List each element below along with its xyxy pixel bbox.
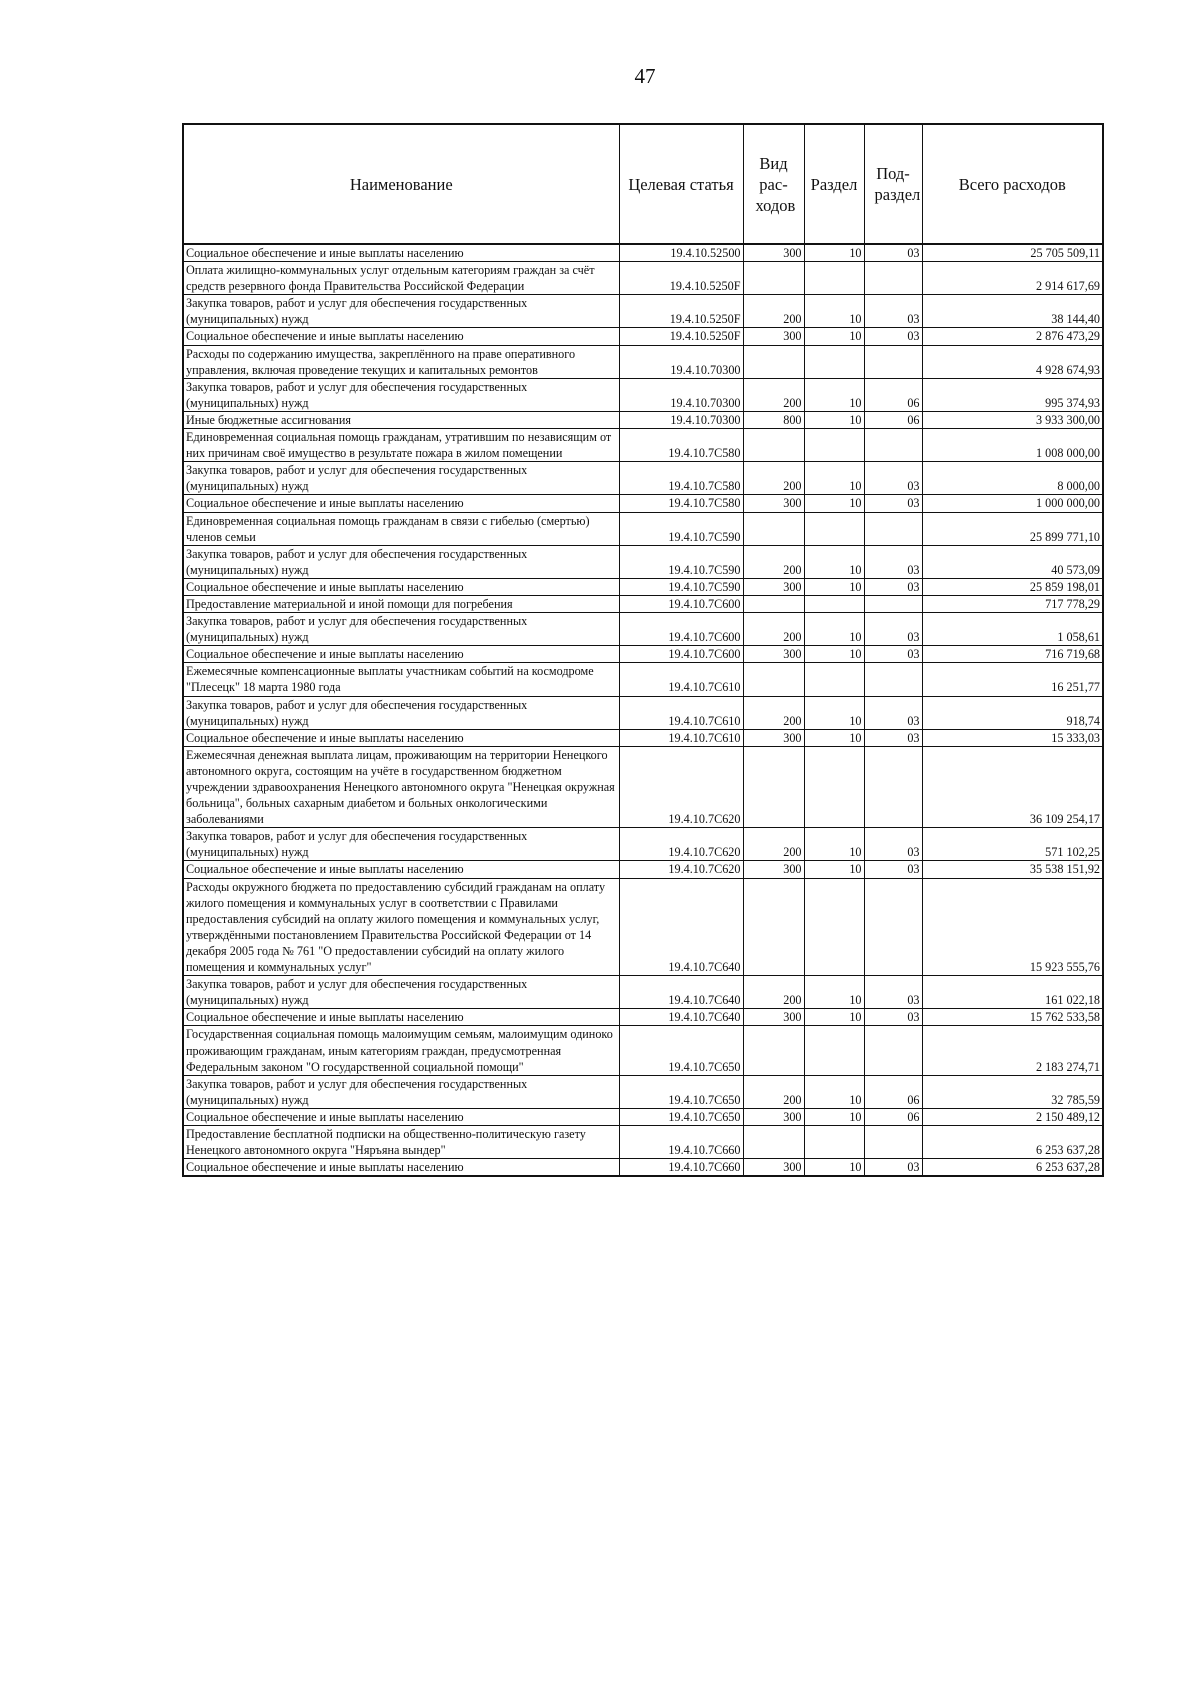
table-row [183,1075,1103,1108]
cell-kind: 200 [743,1075,804,1108]
cell-subsection [864,345,922,378]
cell-name: Ежемесячные компенсационные выплаты участникам событий на космодроме "Плесецк" 18 марта 1980 года [183,663,619,696]
cell-section [804,878,864,976]
cell-target: 19.4.10.7С620 [619,828,743,861]
table-row [183,295,1103,328]
header-subsection: Под- раздел [864,124,922,244]
cell-subsection: 06 [864,411,922,428]
cell-kind: 300 [743,1108,804,1125]
cell-name: Единовременная социальная помощь гражданам, утратившим по независящим от них причинам своё имущество в результате пожара в жилом помещении [183,429,619,462]
cell-section [804,512,864,545]
table-row [183,729,1103,746]
cell-target: 19.4.10.7С580 [619,462,743,495]
cell-section: 10 [804,545,864,578]
cell-name: Социальное обеспечение и иные выплаты населению [183,244,619,262]
header-target: Целевая статья [619,124,743,244]
cell-subsection: 03 [864,976,922,1009]
cell-section: 10 [804,1009,864,1026]
cell-section: 10 [804,378,864,411]
cell-subsection: 03 [864,828,922,861]
cell-section [804,1026,864,1075]
cell-kind: 200 [743,545,804,578]
cell-subsection: 03 [864,578,922,595]
cell-subsection [864,595,922,612]
cell-section: 10 [804,828,864,861]
cell-kind: 200 [743,976,804,1009]
cell-target: 19.4.10.7С610 [619,663,743,696]
cell-subsection: 03 [864,328,922,345]
cell-total: 36 109 254,17 [922,746,1103,827]
cell-subsection [864,429,922,462]
cell-target: 19.4.10.7С660 [619,1159,743,1177]
cell-name: Закупка товаров, работ и услуг для обеспечения государственных (муниципальных) нужд [183,545,619,578]
cell-section [804,1125,864,1158]
cell-total: 15 333,03 [922,729,1103,746]
table-row [183,613,1103,646]
cell-name: Закупка товаров, работ и услуг для обеспечения государственных (муниципальных) нужд [183,976,619,1009]
cell-section: 10 [804,613,864,646]
cell-section [804,595,864,612]
table-row [183,328,1103,345]
cell-section: 10 [804,328,864,345]
cell-kind: 200 [743,696,804,729]
table-row [183,244,1103,262]
cell-name: Социальное обеспечение и иные выплаты населению [183,1159,619,1177]
cell-total: 6 253 637,28 [922,1159,1103,1177]
table-row [183,411,1103,428]
cell-subsection [864,878,922,976]
cell-subsection [864,262,922,295]
cell-target: 19.4.10.7С600 [619,646,743,663]
cell-total: 15 923 555,76 [922,878,1103,976]
cell-target: 19.4.10.5250F [619,295,743,328]
table-row [183,976,1103,1009]
cell-subsection: 06 [864,378,922,411]
cell-subsection: 03 [864,1009,922,1026]
cell-section: 10 [804,495,864,512]
cell-target: 19.4.10.7С610 [619,729,743,746]
table-row [183,878,1103,976]
page-number: 47 [634,64,656,88]
cell-target: 19.4.10.70300 [619,345,743,378]
cell-kind [743,1125,804,1158]
table-header-row [183,124,1103,244]
cell-kind: 200 [743,462,804,495]
cell-target: 19.4.10.7С650 [619,1075,743,1108]
cell-subsection: 03 [864,244,922,262]
cell-total: 2 914 617,69 [922,262,1103,295]
cell-subsection: 03 [864,462,922,495]
budget-table [182,123,1104,1177]
table-row [183,378,1103,411]
cell-total: 918,74 [922,696,1103,729]
cell-subsection: 03 [864,1159,922,1177]
cell-name: Социальное обеспечение и иные выплаты населению [183,1009,619,1026]
cell-name: Закупка товаров, работ и услуг для обеспечения государственных (муниципальных) нужд [183,696,619,729]
cell-target: 19.4.10.5250F [619,262,743,295]
cell-section: 10 [804,462,864,495]
cell-kind [743,429,804,462]
cell-name: Предоставление бесплатной подписки на общественно-политическую газету Ненецкого автономного округа "Няръяна вындер" [183,1125,619,1158]
cell-total: 40 573,09 [922,545,1103,578]
cell-name: Социальное обеспечение и иные выплаты населению [183,646,619,663]
cell-subsection: 03 [864,696,922,729]
cell-section [804,345,864,378]
table-row [183,663,1103,696]
cell-kind: 300 [743,1009,804,1026]
cell-target: 19.4.10.7С620 [619,746,743,827]
cell-kind: 300 [743,328,804,345]
table-row [183,861,1103,878]
cell-target: 19.4.10.7С590 [619,512,743,545]
cell-target: 19.4.10.7С640 [619,1009,743,1026]
cell-name: Закупка товаров, работ и услуг для обеспечения государственных (муниципальных) нужд [183,828,619,861]
cell-name: Закупка товаров, работ и услуг для обеспечения государственных (муниципальных) нужд [183,462,619,495]
cell-target: 19.4.10.7С620 [619,861,743,878]
cell-subsection: 03 [864,613,922,646]
cell-name: Социальное обеспечение и иные выплаты населению [183,729,619,746]
cell-total: 716 719,68 [922,646,1103,663]
cell-kind: 300 [743,1159,804,1177]
cell-target: 19.4.10.7С640 [619,976,743,1009]
cell-kind [743,663,804,696]
cell-total: 6 253 637,28 [922,1125,1103,1158]
cell-name: Расходы по содержанию имущества, закреплённого на праве оперативного управления, включая проведение текущих и капитальных ремонтов [183,345,619,378]
cell-target: 19.4.10.7С590 [619,578,743,595]
cell-kind [743,262,804,295]
cell-subsection: 03 [864,861,922,878]
cell-total: 15 762 533,58 [922,1009,1103,1026]
cell-kind: 200 [743,613,804,646]
cell-total: 38 144,40 [922,295,1103,328]
cell-section: 10 [804,1159,864,1177]
cell-target: 19.4.10.7С590 [619,545,743,578]
cell-section: 10 [804,729,864,746]
cell-total: 32 785,59 [922,1075,1103,1108]
cell-name: Социальное обеспечение и иные выплаты населению [183,1108,619,1125]
cell-name: Предоставление материальной и иной помощи для погребения [183,595,619,612]
cell-name: Расходы окружного бюджета по предоставлению субсидий гражданам на оплату жилого помещения и коммунальных услуг в соответствии с Правилами предоставления субсидий на оплату жилого помещения и коммунальных услуг, утверждёнными постановлением Правительства Российской Федерации от 14 декабря 2005 года № 761 "О предоставлении субсидий на оплату жилого помещения и коммунальных услуг" [183,878,619,976]
cell-kind: 300 [743,729,804,746]
cell-target: 19.4.10.70300 [619,411,743,428]
cell-total: 1 000 000,00 [922,495,1103,512]
header-total: Всего расходов [922,124,1103,244]
table-body [183,244,1103,1176]
cell-subsection: 03 [864,295,922,328]
cell-target: 19.4.10.7С650 [619,1108,743,1125]
cell-target: 19.4.10.5250F [619,328,743,345]
cell-total: 35 538 151,92 [922,861,1103,878]
cell-subsection [864,512,922,545]
cell-total: 2 183 274,71 [922,1026,1103,1075]
cell-total: 1 008 000,00 [922,429,1103,462]
cell-total: 3 933 300,00 [922,411,1103,428]
table-row [183,345,1103,378]
table-row [183,696,1103,729]
table-row [183,595,1103,612]
cell-section: 10 [804,295,864,328]
cell-kind [743,746,804,827]
cell-target: 19.4.10.7С580 [619,495,743,512]
cell-subsection [864,663,922,696]
cell-kind: 200 [743,828,804,861]
cell-section: 10 [804,578,864,595]
cell-kind: 300 [743,578,804,595]
cell-kind [743,345,804,378]
cell-total: 2 150 489,12 [922,1108,1103,1125]
table-row [183,495,1103,512]
table-row [183,1125,1103,1158]
cell-name: Социальное обеспечение и иные выплаты населению [183,861,619,878]
cell-total: 8 000,00 [922,462,1103,495]
cell-name: Ежемесячная денежная выплата лицам, проживающим на территории Ненецкого автономного округа, состоящим на учёте в государственном бюджетном учреждении здравоохранения Ненецкого автономного округа "Ненецкая окружная больница", больных сахарным диабетом и больных онкологическими заболеваниями [183,746,619,827]
cell-target: 19.4.10.52500 [619,244,743,262]
table-row [183,1009,1103,1026]
cell-subsection: 06 [864,1108,922,1125]
cell-kind [743,1026,804,1075]
table-row [183,1108,1103,1125]
cell-total: 4 928 674,93 [922,345,1103,378]
cell-target: 19.4.10.7С580 [619,429,743,462]
cell-total: 717 778,29 [922,595,1103,612]
cell-kind: 300 [743,646,804,663]
header-kind: Вид рас- ходов [743,124,804,244]
table-row [183,578,1103,595]
cell-name: Социальное обеспечение и иные выплаты населению [183,328,619,345]
cell-section: 10 [804,411,864,428]
cell-target: 19.4.10.7С660 [619,1125,743,1158]
table-row [183,828,1103,861]
cell-total: 1 058,61 [922,613,1103,646]
cell-target: 19.4.10.7С600 [619,613,743,646]
table-row [183,646,1103,663]
cell-section [804,663,864,696]
cell-kind: 300 [743,861,804,878]
cell-kind: 200 [743,378,804,411]
cell-name: Оплата жилищно-коммунальных услуг отдельным категориям граждан за счёт средств резервного фонда Правительства Российской Федерации [183,262,619,295]
cell-kind [743,595,804,612]
cell-kind [743,878,804,976]
table-row [183,512,1103,545]
header-section: Раздел [804,124,864,244]
cell-subsection [864,746,922,827]
cell-name: Иные бюджетные ассигнования [183,411,619,428]
cell-total: 2 876 473,29 [922,328,1103,345]
cell-total: 16 251,77 [922,663,1103,696]
cell-subsection: 03 [864,545,922,578]
cell-section [804,746,864,827]
cell-name: Государственная социальная помощь малоимущим семьям, малоимущим одиноко проживающим гражданам, иным категориям граждан, предусмотренная Федеральным законом "О государственной социальной помощи" [183,1026,619,1075]
cell-section: 10 [804,244,864,262]
header-name: Наименование [183,124,619,244]
cell-subsection [864,1125,922,1158]
cell-name: Закупка товаров, работ и услуг для обеспечения государственных (муниципальных) нужд [183,613,619,646]
cell-section [804,429,864,462]
table-row [183,262,1103,295]
cell-total: 25 899 771,10 [922,512,1103,545]
cell-subsection: 06 [864,1075,922,1108]
cell-section: 10 [804,976,864,1009]
cell-total: 161 022,18 [922,976,1103,1009]
table-row [183,746,1103,827]
cell-section: 10 [804,696,864,729]
cell-name: Социальное обеспечение и иные выплаты населению [183,495,619,512]
cell-target: 19.4.10.7С650 [619,1026,743,1075]
cell-kind: 800 [743,411,804,428]
cell-subsection: 03 [864,646,922,663]
cell-subsection: 03 [864,495,922,512]
cell-section: 10 [804,861,864,878]
cell-total: 995 374,93 [922,378,1103,411]
cell-name: Социальное обеспечение и иные выплаты населению [183,578,619,595]
table-row [183,1159,1103,1177]
cell-kind: 200 [743,295,804,328]
cell-name: Единовременная социальная помощь гражданам в связи с гибелью (смертью) членов семьи [183,512,619,545]
cell-target: 19.4.10.7С600 [619,595,743,612]
cell-target: 19.4.10.70300 [619,378,743,411]
cell-total: 25 705 509,11 [922,244,1103,262]
cell-total: 571 102,25 [922,828,1103,861]
cell-section: 10 [804,1075,864,1108]
cell-section: 10 [804,1108,864,1125]
table-row [183,545,1103,578]
cell-section [804,262,864,295]
cell-subsection: 03 [864,729,922,746]
cell-target: 19.4.10.7С610 [619,696,743,729]
table-row [183,429,1103,462]
cell-subsection [864,1026,922,1075]
table-row [183,462,1103,495]
cell-name: Закупка товаров, работ и услуг для обеспечения государственных (муниципальных) нужд [183,295,619,328]
cell-kind [743,512,804,545]
cell-kind: 300 [743,495,804,512]
cell-name: Закупка товаров, работ и услуг для обеспечения государственных (муниципальных) нужд [183,378,619,411]
cell-kind: 300 [743,244,804,262]
cell-section: 10 [804,646,864,663]
cell-target: 19.4.10.7С640 [619,878,743,976]
cell-total: 25 859 198,01 [922,578,1103,595]
cell-name: Закупка товаров, работ и услуг для обеспечения государственных (муниципальных) нужд [183,1075,619,1108]
table-row [183,1026,1103,1075]
